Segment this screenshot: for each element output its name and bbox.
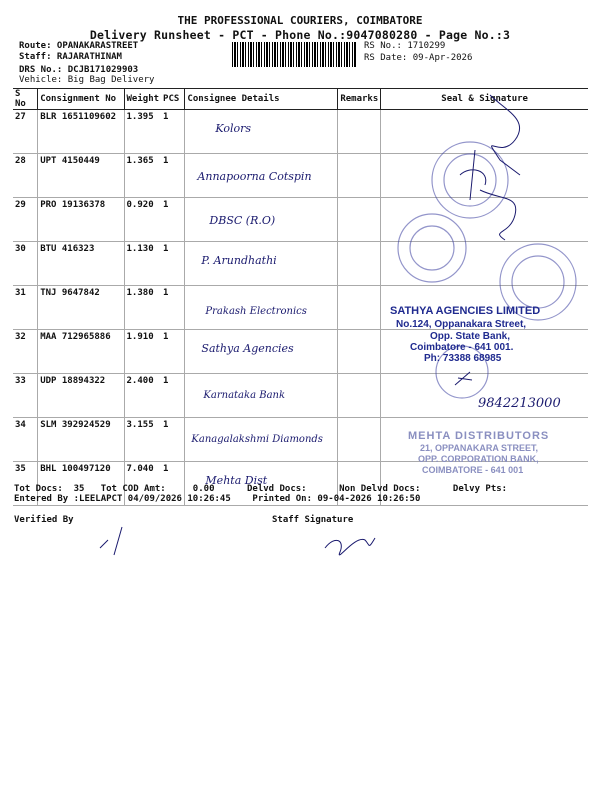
- col-header-pcs: PCS: [161, 89, 185, 110]
- row-sno: 32: [13, 330, 38, 374]
- drs-number: DRS No.: DCJB171029903: [19, 65, 139, 75]
- runsheet-title: Delivery Runsheet - PCT - Phone No.:9047080280 - Page No.:3: [89, 28, 511, 42]
- row-weight: 3.155: [124, 418, 161, 462]
- col-header-sno: S No: [13, 89, 38, 110]
- row-weight: 0.920: [124, 198, 161, 242]
- stamp-sathya-line2: No.124, Oppanakara Street,: [396, 319, 527, 330]
- company-title: THE PROFESSIONAL COURIERS, COIMBATORE: [177, 14, 423, 27]
- row-consignment: BLR 1651109602: [38, 110, 124, 154]
- stamp-sathya-line5: Ph: 73388 68985: [424, 353, 502, 364]
- stamp-mehta-line1: MEHTA DISTRIBUTORS: [408, 430, 550, 442]
- row-weight: 2.400: [124, 374, 161, 418]
- row-consignment: UDP 18894322: [38, 374, 124, 418]
- entered-by-line: Entered By :LEELAPCT 04/09/2026 10:26:45 Printed On: 09-04-2026 10:26:50: [14, 494, 421, 504]
- rs-number: RS No.: 1710299: [364, 41, 446, 51]
- row-sno: 31: [13, 286, 38, 330]
- stamp-mehta-line2: 21, OPPANAKARA STREET,: [420, 443, 539, 453]
- row-pcs: 1: [161, 198, 185, 242]
- row-consignment: UPT 4150449: [38, 154, 124, 198]
- row-consignment: PRO 19136378: [38, 198, 124, 242]
- row-consignee: Karnataka Bank: [203, 390, 286, 401]
- row-consignee: Kolors: [215, 122, 252, 135]
- row-weight: 1.365: [124, 154, 161, 198]
- row-sno: 30: [13, 242, 38, 286]
- row-weight: 1.380: [124, 286, 161, 330]
- stamp-sathya-line3: Opp. State Bank,: [430, 331, 511, 342]
- staff-label: Staff: RAJARATHINAM: [19, 52, 122, 62]
- col-header-weight: Weight: [124, 89, 161, 110]
- col-header-consignee: Consignee Details: [185, 89, 338, 110]
- row-weight: 1.910: [124, 330, 161, 374]
- stamp-mehta-line3: OPP. CORPORATION BANK,: [418, 454, 539, 464]
- verified-by-label: Verified By: [14, 515, 74, 525]
- row-consignee: Annapoorna Cotspin: [197, 170, 312, 183]
- row-sno: 27: [13, 110, 38, 154]
- row-pcs: 1: [161, 154, 185, 198]
- row-consignee: Mehta Dist: [205, 474, 268, 487]
- row-sno: 29: [13, 198, 38, 242]
- phone-note: 9842213000: [478, 396, 561, 411]
- row-sno: 35: [13, 462, 38, 506]
- row-consignment: BHL 100497120: [38, 462, 124, 506]
- vehicle-label: Vehicle: Big Bag Delivery: [19, 75, 155, 85]
- stamp-sathya-line1: SATHYA AGENCIES LIMITED: [390, 305, 541, 317]
- row-pcs: 1: [161, 242, 185, 286]
- row-sno: 34: [13, 418, 38, 462]
- row-consignment: BTU 416323: [38, 242, 124, 286]
- row-consignee: Kanagalakshmi Diamonds: [191, 434, 323, 445]
- staff-signature-label: Staff Signature: [272, 515, 354, 525]
- rs-date: RS Date: 09-Apr-2026: [364, 53, 473, 63]
- row-consignment: TNJ 9647842: [38, 286, 124, 330]
- row-pcs: 1: [161, 418, 185, 462]
- row-weight: 1.130: [124, 242, 161, 286]
- col-header-consignment: Consignment No: [38, 89, 124, 110]
- route-label: Route: OPANAKARASTREET: [19, 41, 139, 51]
- row-pcs: 1: [161, 374, 185, 418]
- row-consignment: SLM 392924529: [38, 418, 124, 462]
- row-consignee: DBSC (R.O): [209, 214, 276, 227]
- row-weight: 7.040: [124, 462, 161, 506]
- row-pcs: 1: [161, 330, 185, 374]
- row-pcs: 1: [161, 286, 185, 330]
- row-consignee: Sathya Agencies: [201, 342, 294, 355]
- col-header-seal: Seal & Signature: [381, 89, 588, 110]
- row-pcs: 1: [161, 462, 185, 506]
- stamp-sathya-line4: Coimbatore - 641 001.: [410, 342, 514, 353]
- row-sno: 28: [13, 154, 38, 198]
- row-consignee: Prakash Electronics: [205, 306, 307, 317]
- row-weight: 1.395: [124, 110, 161, 154]
- row-pcs: 1: [161, 110, 185, 154]
- row-sno: 33: [13, 374, 38, 418]
- row-consignment: MAA 712965886: [38, 330, 124, 374]
- totals-line: Tot Docs: 35 Tot COD Amt: 0.00 Delvd Docs: Non Delvd Docs: Delvy Pts:: [14, 484, 508, 494]
- row-consignee: P. Arundhathi: [201, 254, 277, 267]
- stamp-mehta-line4: COIMBATORE - 641 001: [422, 465, 524, 475]
- col-header-remarks: Remarks: [338, 89, 381, 110]
